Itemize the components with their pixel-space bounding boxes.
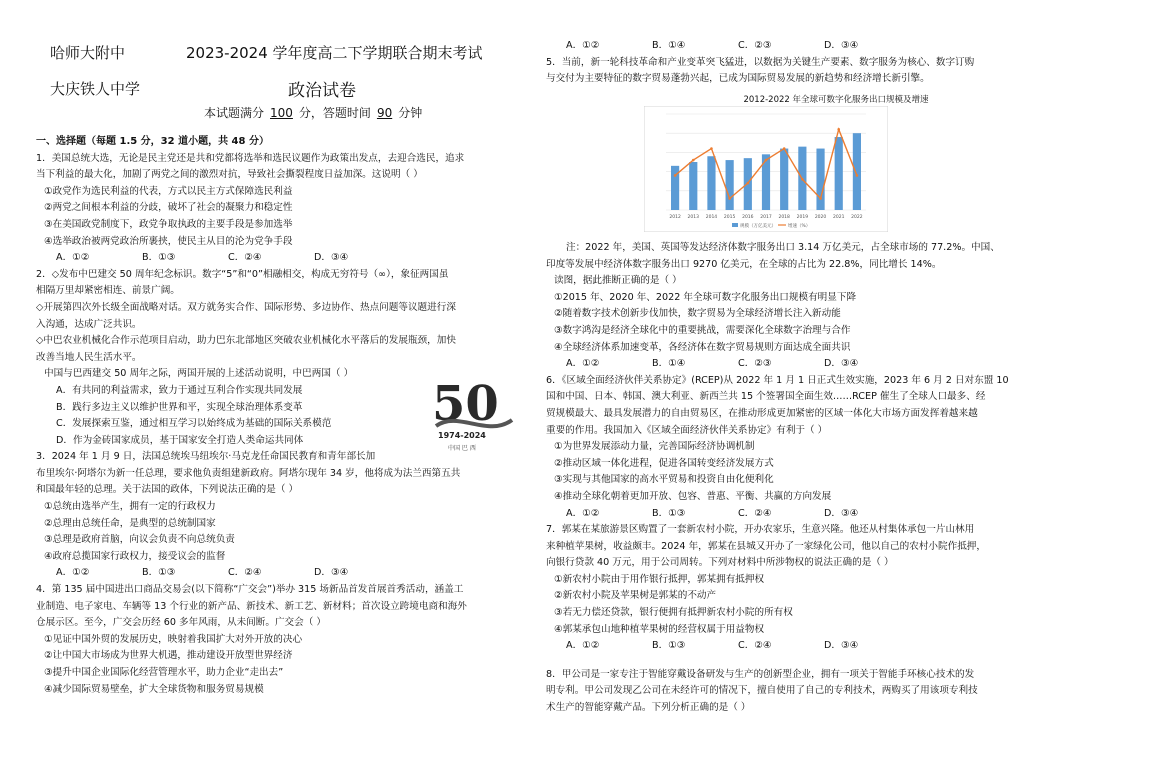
answer-d[interactable]: D．③④ xyxy=(824,507,859,519)
q7-stem: 向银行贷款 40 万元，用于公司周转。下列对材料中所涉物权的说法正确的是（ ） xyxy=(546,557,894,569)
q7-answers xyxy=(546,638,1124,655)
chart-bar xyxy=(780,149,788,210)
q5-option: ③数字鸿沟是经济全球化中的重要挑战，需要深化全球数字治理与合作 xyxy=(554,324,851,336)
q5-stem: 与交付为主要特征的数字贸易蓬勃兴起，已成为国际贸易发展的新趋势和经济增长新引擎。 xyxy=(546,73,930,85)
answer-c[interactable]: C．②④ xyxy=(738,507,772,519)
q2-stem: ◇中巴农业机械化合作示范项目启动，助力巴东北部地区突破农业机械化水平落后的发展瓶颈，加快 xyxy=(36,335,456,347)
school-name-2: 大庆铁人中学 xyxy=(50,80,141,98)
chart-point xyxy=(783,147,786,150)
q8-stem: 术生产的智能穿戴产品。下列分析正确的是（ ） xyxy=(546,702,751,714)
q2-stem: 改善当地人民生活水平。 xyxy=(36,351,142,363)
chart-tick-label: 2012 xyxy=(669,215,681,220)
logo-caption: 中国 巴 西 xyxy=(448,445,476,452)
chart-tick-label: 2019 xyxy=(796,215,809,220)
digital-services-chart xyxy=(644,106,888,232)
q8-stem: 8．甲公司是一家专注于智能穿戴设备研发与生产的创新型企业，拥有一项关于智能手环核心技术的发 xyxy=(546,668,975,680)
q7-option: ③若无力偿还贷款，银行便拥有抵押新农村小院的所有权 xyxy=(554,607,793,619)
q4-stem: 业制造、电子家电、车辆等 13 个行业的新产品、新技术、新工艺、新材料；首次设立跨境电商和海外 xyxy=(36,600,467,612)
answer-a[interactable]: A．①② xyxy=(566,358,600,370)
answer-d[interactable]: D．③④ xyxy=(824,40,859,51)
q6-answers xyxy=(546,506,1124,523)
chart-point xyxy=(674,174,677,177)
spacer xyxy=(546,655,1124,667)
exam-time: 90 xyxy=(376,106,393,120)
answer-c[interactable]: C．②④ xyxy=(228,567,262,579)
answer-d[interactable]: D．③④ xyxy=(824,358,859,370)
answer-b[interactable]: B．①④ xyxy=(652,40,686,51)
chart-tick-label: 2022 xyxy=(851,215,863,220)
answer-a[interactable]: A．①② xyxy=(566,40,600,51)
chart-bar xyxy=(726,160,734,210)
q5-note: 印度等发展中经济体数字服务出口 9270 亿美元，在全球的占比为 22.8%，同比增长 14%。 xyxy=(546,258,942,270)
section-heading: 一、选择题（每题 1.5 分，32 道小题，共 48 分） xyxy=(36,136,269,147)
answer-a[interactable]: A．①② xyxy=(56,252,90,264)
q6-stem: 国和中国、日本、韩国、澳大利亚、新西兰共 15 个签署国全面生效……RCEP 催生了全球人口最多、经 xyxy=(546,391,986,403)
chart-tick-label: 2020 xyxy=(814,215,827,220)
q2-stem: ◇开展第四次外长级全面战略对话。双方就务实合作、国际形势、多边协作、热点问题等议题进行深 xyxy=(36,301,456,313)
q1-option: ②两党之间根本利益的分歧，破坏了社会的凝聚力和稳定性 xyxy=(44,202,293,214)
chart-bar xyxy=(853,133,861,210)
legend-label-line: 增速（%） xyxy=(788,224,811,229)
chart-tick-label: 2013 xyxy=(687,215,699,220)
chart-tick-label: 2021 xyxy=(833,215,845,220)
meta-prefix: 本试题满分 xyxy=(204,106,265,120)
chart-tick-label: 2018 xyxy=(778,215,790,220)
exam-title: 2023-2024 学年度高二下学期联合期末考试 xyxy=(186,44,483,62)
q6-stem: 6．《区域全面经济伙伴关系协定》(RCEP)从 2022 年 1 月 1 日正式生效实施，2023 年 6 月 2 日对东盟 10 xyxy=(546,374,1009,386)
legend-swatch-bar xyxy=(732,223,738,227)
answer-d[interactable]: D．③④ xyxy=(824,640,859,652)
q2-answer-b[interactable]: B．践行多边主义以维护世界和平，实现全球治理体系变革 xyxy=(56,401,303,413)
q3-option: ④政府总揽国家行政权力，接受议会的监督 xyxy=(44,550,226,562)
q4-stem: 4．第 135 届中国进出口商品交易会(以下简称“广交会”)举办 315 场新品首发首展首秀活动，涵盖工 xyxy=(36,584,464,596)
q5-option: ②随着数字技术创新步伐加快，数字贸易为全球经济增长注入新动能 xyxy=(554,308,841,320)
chart-point xyxy=(837,128,840,131)
anniversary-logo-icon xyxy=(428,370,518,454)
q2-answer-d[interactable]: D．作为金砖国家成员，基于国家安全打造人类命运共同体 xyxy=(56,434,304,446)
answer-d[interactable]: D．③④ xyxy=(314,567,349,579)
answer-b[interactable]: B．①③ xyxy=(652,507,686,519)
answer-c[interactable]: C．②③ xyxy=(738,40,772,51)
chart-point xyxy=(801,178,804,181)
q6-option: ②推动区域一体化进程，促进各国转变经济发展方式 xyxy=(554,457,774,469)
chart-point xyxy=(747,182,750,185)
q7-option: ①新农村小院由于用作银行抵押，郭某拥有抵押权 xyxy=(554,573,765,585)
q2-answer-a[interactable]: A．有共同的利益需求，致力于通过互利合作实现共同发展 xyxy=(56,384,303,396)
q1-option: ③在美国政党制度下，政党争取执政的主要手段是参加选举 xyxy=(44,218,293,230)
meta-mid: 分，答题时间 xyxy=(298,106,371,120)
q3-stem: 3．2024 年 1 月 9 日，法国总统埃马纽埃尔·马克龙任命国民教育和青年部长加 xyxy=(36,451,376,463)
q6-option: ④推动全球化朝着更加开放、包容、普惠、平衡、共赢的方向发展 xyxy=(554,490,832,502)
q2-stem: 2．◇发布中巴建交 50 周年纪念标识。数字“5”和“0”相融相交，构成无穷符号（∞），象征两国虽 xyxy=(36,268,449,280)
q7-option: ④郭某承包山地种植苹果树的经营权属于用益物权 xyxy=(554,623,765,635)
answer-b[interactable]: B．①③ xyxy=(142,567,176,579)
logo-number: 50 xyxy=(432,376,499,432)
q3-stem: 和国最年轻的总理。关于法国的政体，下列说法正确的是（ ） xyxy=(36,484,299,496)
q3-answers xyxy=(36,565,526,582)
chart-svg xyxy=(644,106,888,232)
exam-meta xyxy=(204,104,422,121)
q5-option: ④全球经济体系加速变革，各经济体在数字贸易规则方面达成全面共识 xyxy=(554,341,851,353)
q2-stem: 入沟通，达成广泛共识。 xyxy=(36,318,142,330)
chart-point xyxy=(856,174,859,177)
q3-option: ②总理由总统任命，是典型的总统制国家 xyxy=(44,517,216,529)
subject-title: 政治试卷 xyxy=(288,81,356,101)
chart-point xyxy=(692,159,695,162)
q4-option: ①见证中国外贸的发展历史，映射着我国扩大对外开放的决心 xyxy=(44,633,303,645)
q6-option: ①为世界发展添动力量，完善国际经济协调机制 xyxy=(554,441,755,453)
chart-tick-label: 2016 xyxy=(742,215,754,220)
answer-a[interactable]: A．①② xyxy=(566,640,600,652)
chart-tick-label: 2015 xyxy=(723,215,736,220)
school-name-1: 哈师大附中 xyxy=(50,44,126,62)
chart-bar xyxy=(689,162,697,210)
q5-option: ①2015 年、2020 年、2022 年全球可数字化服务出口规模有明显下降 xyxy=(554,291,857,303)
answer-b[interactable]: B．①③ xyxy=(142,252,176,264)
q1-answers xyxy=(36,250,526,267)
q5-stem: 读图，据此推断正确的是（ ） xyxy=(554,275,682,287)
q1-stem: 1．美国总统大选，无论是民主党还是共和党都将选举和选民议题作为政策出发点，去迎合选民，追求 xyxy=(36,152,465,164)
q7-option: ②新农村小院及苹果树是郭某的不动产 xyxy=(554,590,717,602)
question-block-right xyxy=(546,240,1124,717)
question-block-right-top xyxy=(546,38,1124,88)
answer-c[interactable]: C．②④ xyxy=(228,252,262,264)
q2-stem: 相隔万里却紧密相连、前景广阔。 xyxy=(36,285,180,297)
q3-stem: 布里埃尔·阿塔尔为新一任总理，要求他负责组建新政府。阿塔尔现年 34 岁，他将成为法兰西第五共 xyxy=(36,467,461,479)
q2-answer-c[interactable]: C．发展探索互鉴，通过相互学习以始终成为基础的国际关系模范 xyxy=(56,418,332,430)
q1-option: ④选举政治被两党政治所裹挟，使民主从目的沦为党争手段 xyxy=(44,235,293,247)
chart-tick-label: 2017 xyxy=(760,215,772,220)
chart-point xyxy=(819,197,822,200)
chart-tick-label: 2014 xyxy=(705,215,718,220)
q2-stem: 中国与巴西建交 50 周年之际，两国开展的上述活动说明，中巴两国（ ） xyxy=(44,368,354,380)
q5-stem: 5．当前，新一轮科技革命和产业变革突飞猛进，以数据为关键生产要素、数字服务为核心、数字订购 xyxy=(546,56,975,68)
q5-note: 注：2022 年，美国、英国等发达经济体数字服务出口 3.14 万亿美元，占全球市场的 77.2%。中国、 xyxy=(566,242,1000,253)
q1-stem: 当下利益的最大化，加剧了两党之间的激烈对抗，导致社会撕裂程度日益加深。这说明（ ） xyxy=(36,169,423,181)
q4-option: ③提升中国企业国际化经营管理水平，助力企业“走出去” xyxy=(44,667,284,678)
chart-point xyxy=(728,197,731,200)
q6-option: ③实现与其他国家的高水平贸易和投资自由化便利化 xyxy=(554,474,774,486)
logo-years: 1974-2024 xyxy=(438,431,486,440)
chart-bar xyxy=(707,156,715,210)
q1-option: ①政党作为选民利益的代表，方式以民主方式保障选民利益 xyxy=(44,185,293,197)
meta-suffix: 分钟 xyxy=(398,106,423,120)
q7-stem: 7．郭某在某旅游景区购置了一套新农村小院，开办农家乐，生意兴隆。他还从村集体承包一片山林用 xyxy=(546,524,975,536)
answer-b[interactable]: B．①④ xyxy=(652,358,686,370)
q3-option: ①总统由选举产生，拥有一定的行政权力 xyxy=(44,501,216,513)
q8-stem: 明专利。甲公司发现乙公司在未经许可的情况下，擅自使用了自己的专利技术，两购买了用该项专利技 xyxy=(546,685,978,697)
chart-point xyxy=(710,147,713,150)
q3-option: ③总理是政府首脑，向议会负责不向总统负责 xyxy=(44,534,235,546)
chart-bar xyxy=(816,149,824,210)
chart-point xyxy=(765,159,768,162)
q5-answers xyxy=(546,356,1124,373)
q6-stem: 贸规模最大、最具发展潜力的自由贸易区，在推动形成更加紧密的区域一体化大市场方面发挥着越来越 xyxy=(546,407,978,419)
q7-stem: 来种植苹果树，收益颇丰。2024 年，郭某在县城又开办了一家绿化公司，他以自己的农村小院作抵押， xyxy=(546,540,986,552)
answer-c[interactable]: C．②③ xyxy=(738,358,772,370)
q4-option: ④减少国际贸易壁垒，扩大全球货物和服务贸易规模 xyxy=(44,683,264,695)
answer-a[interactable]: A．①② xyxy=(56,567,90,579)
chart-bar xyxy=(835,137,843,210)
answer-c[interactable]: C．②④ xyxy=(738,640,772,652)
q4-stem: 仓展示区。至今，广交会历经 60 多年风雨，从未间断。广交会（ ） xyxy=(36,617,326,629)
answer-b[interactable]: B．①③ xyxy=(652,640,686,652)
q4-answers xyxy=(546,38,1124,55)
legend-label-bar: 规模（万亿美元） xyxy=(740,224,776,229)
chart-title: 2012-2022 年全球可数字化服务出口规模及增速 xyxy=(743,95,929,105)
answer-a[interactable]: A．①② xyxy=(566,507,600,519)
q4-option: ②让中国大市场成为世界大机遇，推动建设开放型世界经济 xyxy=(44,650,293,662)
q6-stem: 重要的作用。我国加入《区域全面经济伙伴关系协定》有利于（ ） xyxy=(546,424,828,436)
full-score: 100 xyxy=(270,106,293,120)
answer-d[interactable]: D．③④ xyxy=(314,252,349,264)
